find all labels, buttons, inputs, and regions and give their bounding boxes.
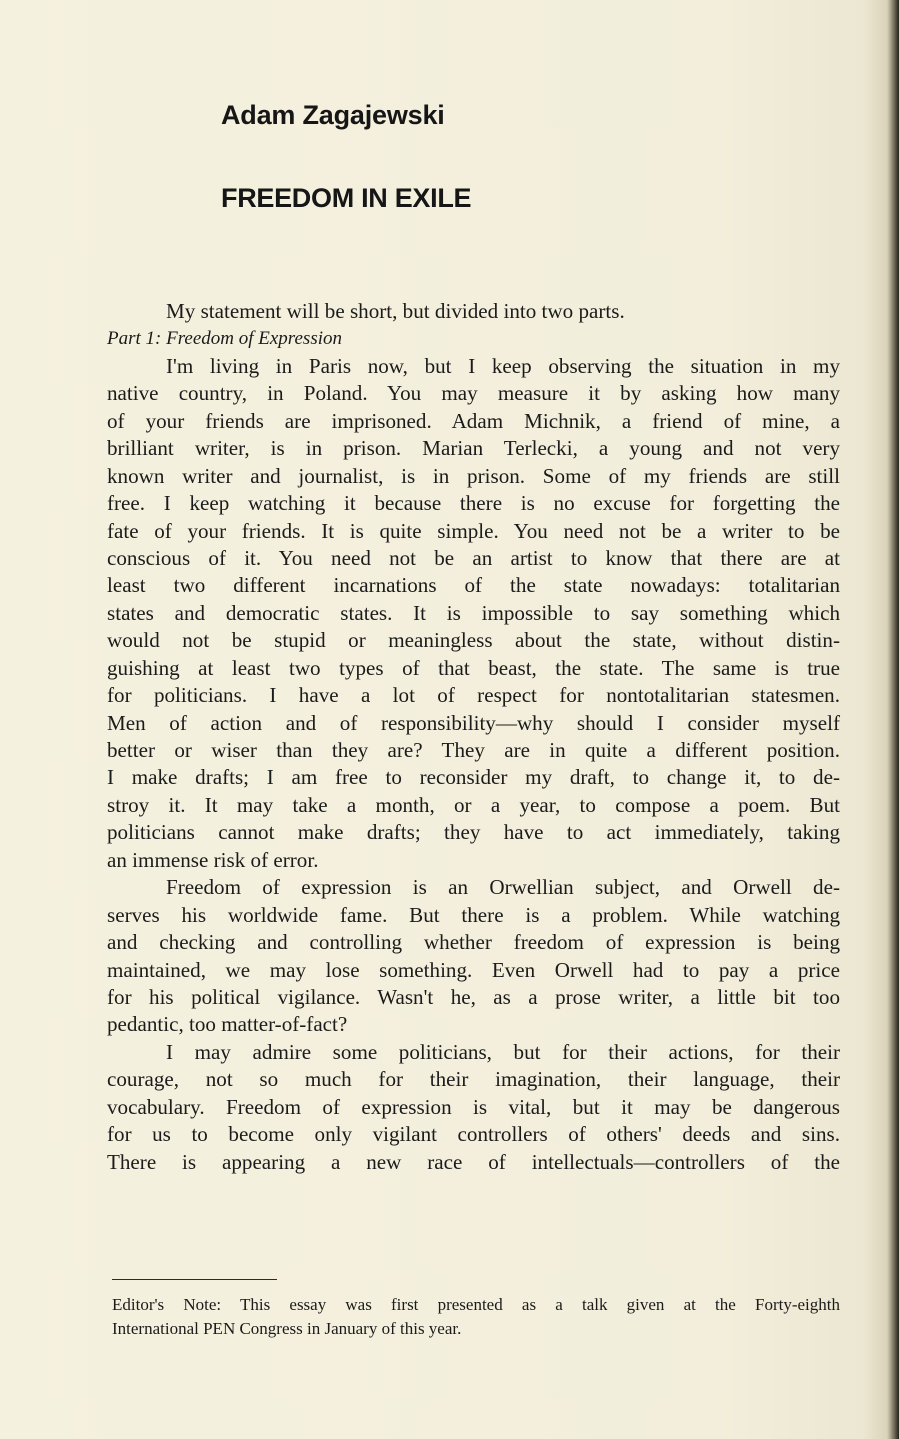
body-line: maintained, we may lose something. Even Orwell had to pay a price: [107, 957, 840, 982]
essay-title: FREEDOM IN EXILE: [221, 183, 472, 213]
body-line: pedantic, too matter-of-fact?: [107, 1012, 348, 1037]
section-heading: Part 1: Freedom of Expression: [107, 328, 342, 350]
editors-note: [112, 1293, 840, 1340]
body-line: conscious of it. You need not be an artist to know that there are at: [107, 545, 840, 570]
body-line: Men of action and of responsibility—why should I consider myself: [107, 710, 840, 735]
body-line: vocabulary. Freedom of expression is vital, but it may be dangerous: [107, 1094, 840, 1119]
body-line: I may admire some politicians, but for their actions, for their: [166, 1039, 840, 1064]
body-line: states and democratic states. It is impossible to say something which: [107, 600, 840, 625]
body-line: of your friends are imprisoned. Adam Michnik, a friend of mine, a: [107, 408, 840, 433]
body-line: least two different incarnations of the state nowadays: totalitarian: [107, 573, 840, 598]
body-line: an immense risk of error.: [107, 847, 319, 872]
body-line: for his political vigilance. Wasn't he, as a prose writer, a little bit too: [107, 984, 840, 1009]
author-name: Adam Zagajewski: [221, 100, 445, 130]
body-line: would not be stupid or meaningless about the state, without distin-: [107, 628, 840, 653]
essay-body: [107, 298, 840, 1176]
footnote-line: International PEN Congress in January of this year.: [112, 1318, 462, 1338]
body-line: I'm living in Paris now, but I keep observing the situation in my: [166, 353, 840, 378]
body-line: There is appearing a new race of intellectuals—controllers of the: [107, 1149, 840, 1174]
body-line: fate of your friends. It is quite simple. You need not be a writer to be: [107, 518, 840, 543]
body-line: and checking and controlling whether freedom of expression is being: [107, 930, 840, 955]
body-line: courage, not so much for their imagination, their language, their: [107, 1067, 840, 1092]
body-line: brilliant writer, is in prison. Marian Terlecki, a young and not very: [107, 436, 840, 461]
body-line: for us to become only vigilant controllers of others' deeds and sins.: [107, 1122, 840, 1147]
body-line: for politicians. I have a lot of respect for nontotalitarian statesmen.: [107, 683, 840, 708]
body-line: serves his worldwide fame. But there is a problem. While watching: [107, 902, 840, 927]
body-line: guishing at least two types of that beast, the state. The same is true: [107, 655, 840, 680]
body-line: stroy it. It may take a month, or a year, to compose a poem. But: [107, 792, 840, 817]
body-line: free. I keep watching it because there is no excuse for forgetting the: [107, 491, 840, 516]
body-line: I make drafts; I am free to reconsider my draft, to change it, to de-: [107, 765, 840, 790]
body-line: better or wiser than they are? They are in quite a different position.: [107, 738, 840, 762]
body-line: politicians cannot make drafts; they have to act immediately, taking: [107, 820, 840, 845]
footnote-line: Editor's Note: This essay was first presented as a talk given at the Forty-eighth: [112, 1295, 840, 1314]
body-line: known writer and journalist, is in prison. Some of my friends are still: [107, 463, 840, 488]
body-line: native country, in Poland. You may measure it by asking how many: [107, 381, 840, 406]
body-line: My statement will be short, but divided into two parts.: [166, 299, 625, 323]
footnote-divider: [112, 1279, 277, 1280]
body-line: Freedom of expression is an Orwellian subject, and Orwell de-: [166, 875, 840, 900]
page-edge-shadow: [887, 0, 899, 1439]
